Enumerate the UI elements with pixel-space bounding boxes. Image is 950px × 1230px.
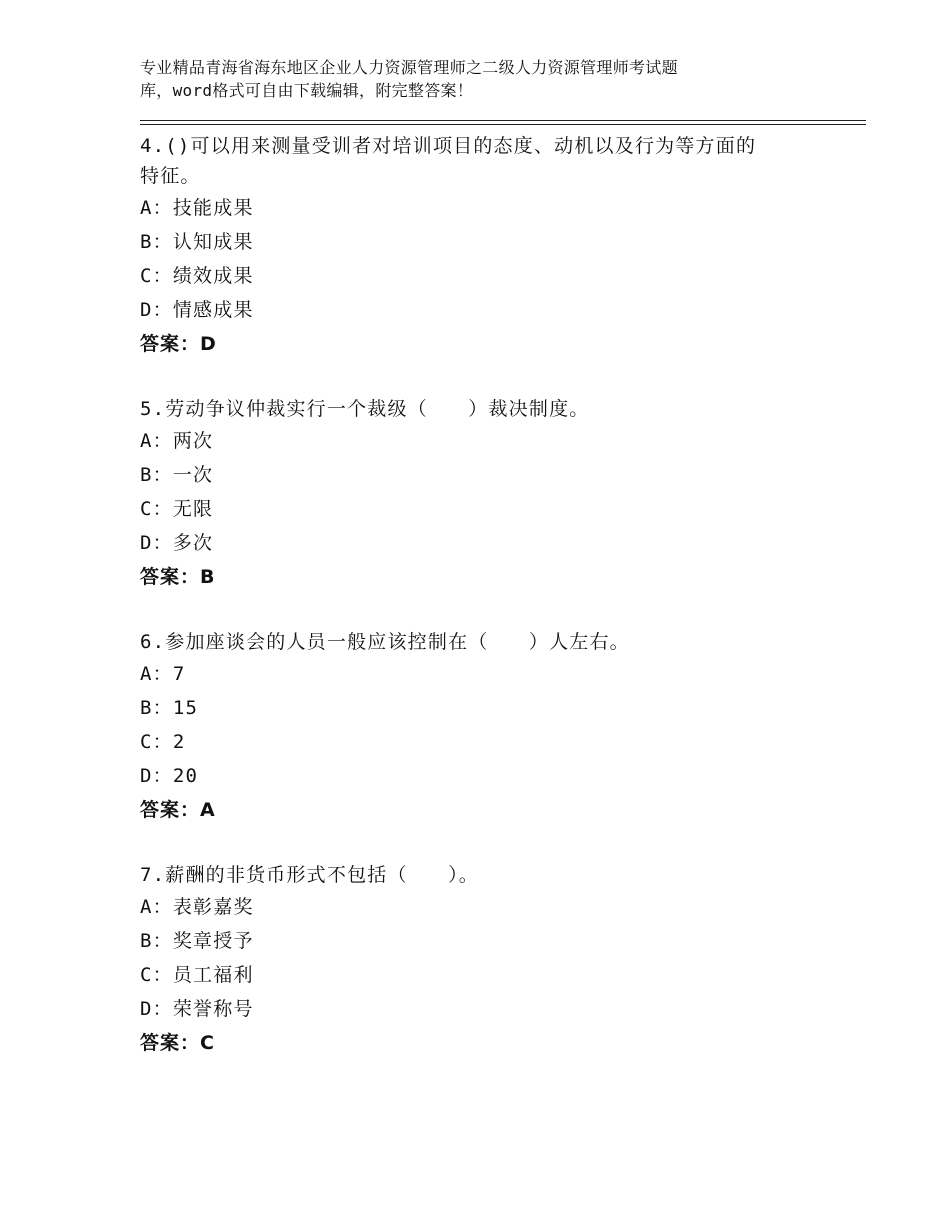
option-a: A：7 [140, 663, 186, 685]
question-stem-line: 特征。 [140, 165, 201, 187]
option-d: D：多次 [140, 532, 214, 554]
question-stem [140, 131, 840, 191]
question-7 [140, 860, 840, 1060]
question-list [140, 131, 840, 1093]
option-d: D：荣誉称号 [140, 998, 254, 1020]
option-c: C：绩效成果 [140, 265, 254, 287]
question-stem-line: 5.劳动争议仲裁实行一个裁级（ ）裁决制度。 [140, 398, 590, 420]
header-title-line-2: 库，word格式可自由下载编辑，附完整答案！ [140, 81, 474, 100]
document-header [140, 56, 780, 102]
question-6 [140, 627, 840, 827]
question-stem [140, 627, 840, 657]
option-c: C：无限 [140, 498, 214, 520]
option-c: C：员工福利 [140, 964, 254, 986]
option-b: B：认知成果 [140, 231, 254, 253]
question-stem [140, 860, 840, 890]
option-c: C：2 [140, 731, 186, 753]
option-d: D：情感成果 [140, 299, 254, 321]
question-stem [140, 394, 840, 424]
option-d: D：20 [140, 765, 199, 787]
option-a: A：技能成果 [140, 197, 254, 219]
question-4 [140, 131, 840, 361]
header-double-rule [140, 120, 866, 125]
question-5 [140, 394, 840, 594]
option-b: B：奖章授予 [140, 930, 254, 952]
question-stem-line: 4.()可以用来测量受训者对培训项目的态度、动机以及行为等方面的 [140, 135, 757, 157]
option-b: B：一次 [140, 464, 214, 486]
answer-line: 答案：D [140, 333, 217, 355]
answer-line: 答案：B [140, 566, 216, 588]
question-stem-line: 7.薪酬的非货币形式不包括（ ）。 [140, 864, 479, 886]
question-stem-line: 6.参加座谈会的人员一般应该控制在（ ）人左右。 [140, 631, 630, 653]
header-title-line-1: 专业精品青海省海东地区企业人力资源管理师之二级人力资源管理师考试题 [140, 58, 678, 77]
answer-line: 答案：A [140, 799, 216, 821]
option-b: B：15 [140, 697, 199, 719]
option-a: A：两次 [140, 430, 214, 452]
option-a: A：表彰嘉奖 [140, 896, 254, 918]
answer-line: 答案：C [140, 1032, 215, 1054]
